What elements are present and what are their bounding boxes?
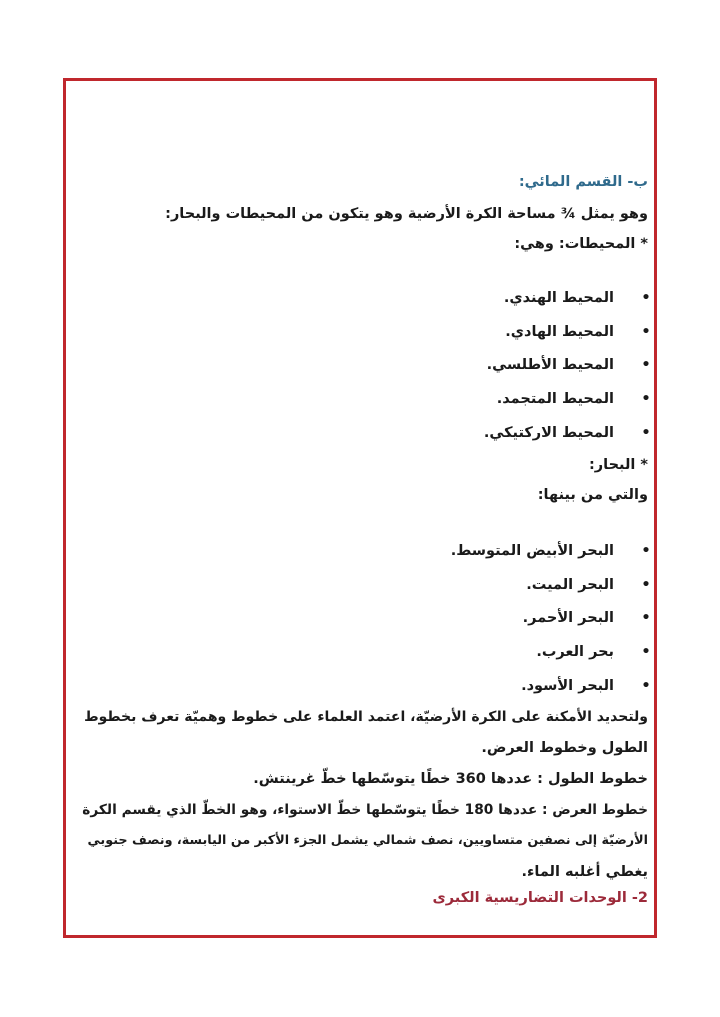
location-paragraph-line-1: ولتحديد الأمكنة على الكرة الأرضيّة، اعتمد العلماء على خطوط وهميّة تعرف بخطوط: [84, 709, 648, 725]
bullet-icon: •: [641, 425, 651, 441]
bullet-icon: •: [641, 324, 651, 340]
sea-item: بحر العرب.: [536, 644, 614, 660]
sea-item: البحر الميت.: [526, 577, 614, 593]
bullet-icon: •: [641, 577, 651, 593]
ocean-item: المحيط الهندي.: [503, 290, 614, 306]
latitude-line-3: يغطي أغلبه الماء.: [521, 864, 648, 880]
bullet-icon: •: [641, 644, 651, 660]
ocean-item: المحيط الأطلسي.: [486, 357, 614, 373]
latitude-line-1: خطوط العرض : عددها 180 خطًا يتوسّطها خطّ الاستواء، وهو الخطّ الذي يقسم الكرة: [82, 802, 648, 818]
next-section-heading: 2- الوحدات التضاريسية الكبرى: [432, 890, 648, 906]
seas-intro: والتي من بينها:: [537, 487, 648, 503]
bullet-icon: •: [641, 391, 651, 407]
sea-item: البحر الأبيض المتوسط.: [450, 543, 614, 559]
bullet-icon: •: [641, 290, 651, 306]
seas-heading: * البحار:: [588, 457, 648, 473]
sea-item: البحر الأسود.: [521, 678, 614, 694]
bullet-icon: •: [641, 357, 651, 373]
bullet-icon: •: [641, 678, 651, 694]
oceans-heading: * المحيطات: وهي:: [514, 236, 648, 252]
bullet-icon: •: [641, 610, 651, 626]
longitude-line: خطوط الطول : عددها 360 خطًا يتوسّطها خطّ غرينتش.: [253, 771, 648, 787]
location-paragraph-line-2: الطول وخطوط العرض.: [481, 740, 648, 756]
ocean-item: المحيط المتجمد.: [496, 391, 614, 407]
ocean-item: المحيط الاركتيكي.: [483, 425, 614, 441]
section-heading: ب- القسم المائي:: [518, 174, 648, 190]
latitude-line-2: الأرضيّة إلى نصفين متساويين، نصف شمالي يشمل الجزء الأكبر من اليابسة، ونصف جنوبي: [87, 833, 648, 848]
sea-item: البحر الأحمر.: [522, 610, 614, 626]
intro-line: وهو يمثل ¾ مساحة الكرة الأرضية وهو يتكون من المحيطات والبحار:: [165, 206, 648, 222]
ocean-item: المحيط الهادي.: [505, 324, 614, 340]
bullet-icon: •: [641, 543, 651, 559]
